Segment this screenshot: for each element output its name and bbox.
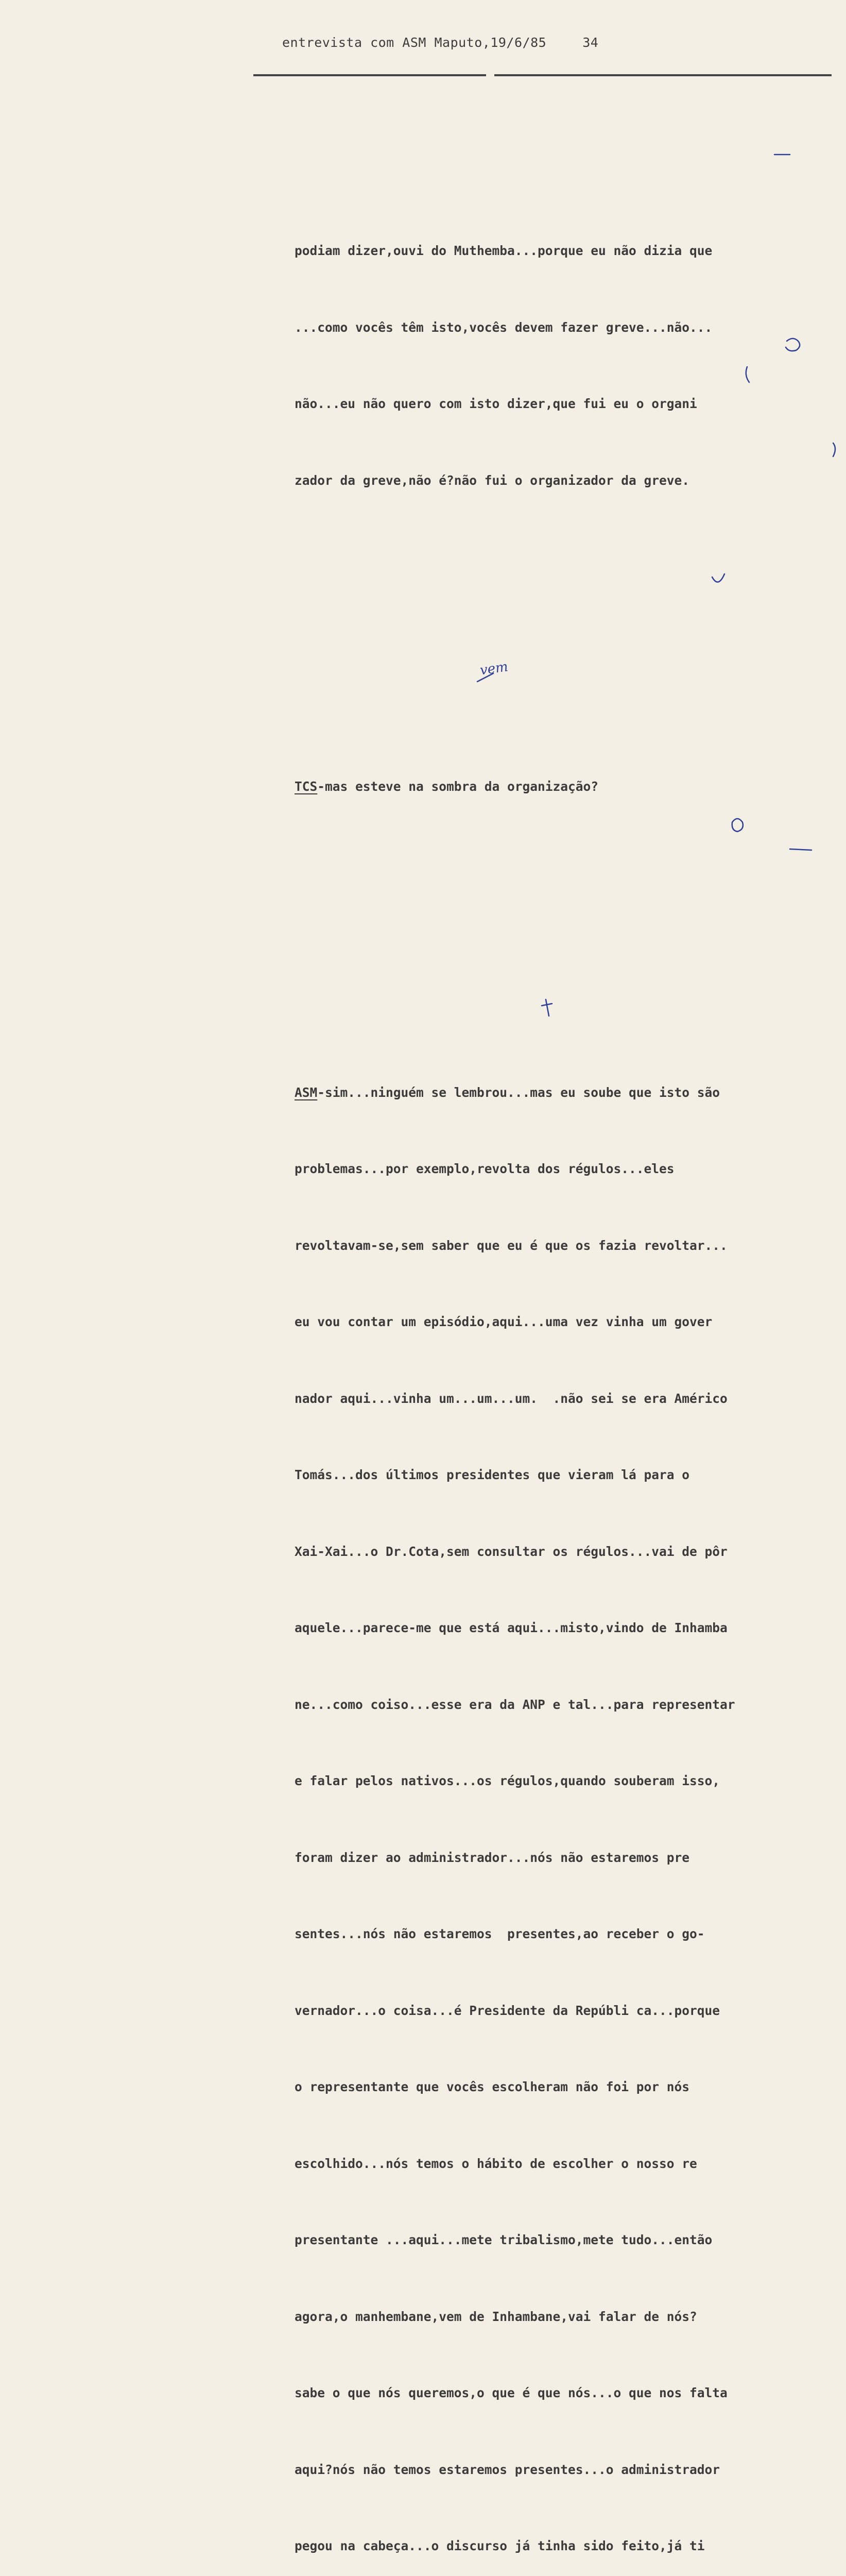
text-line: Xai-Xai...o Dr.Cota,sem consultar os régulos...vai de pôr xyxy=(295,1539,830,1565)
text-line xyxy=(295,774,830,800)
text-line: escolhido...nós temos o hábito de escolher o nosso re xyxy=(295,2151,830,2177)
text-line: revoltavam-se,sem saber que eu é que os fazia revoltar... xyxy=(295,1233,830,1259)
text-line: zador da greve,não é?não fui o organizador da greve. xyxy=(295,468,830,494)
text-line: aquele...parece-me que está aqui...misto,vindo de Inhamba xyxy=(295,1615,830,1641)
speaker-label: TCS xyxy=(295,779,317,794)
text-line: Tomás...dos últimos presidentes que vieram lá para o xyxy=(295,1462,830,1488)
text-line: e falar pelos nativos...os régulos,quando souberam isso, xyxy=(295,1768,830,1794)
text-line: foram dizer ao administrador...nós não estaremos pre xyxy=(295,1845,830,1871)
text-line: podiam dizer,ouvi do Muthemba...porque eu não dizia que xyxy=(295,238,830,264)
text-line: sentes...nós não estaremos presentes,ao receber o go- xyxy=(295,1921,830,1947)
transcript-block xyxy=(295,723,830,851)
transcript-block xyxy=(295,187,830,544)
header-title: entrevista com ASM Maputo,19/6/85 xyxy=(282,35,546,50)
header-rule-right xyxy=(494,74,832,76)
page-number: 34 xyxy=(582,35,598,50)
text-line: ...como vocês têm isto,vocês devem fazer greve...não... xyxy=(295,315,830,341)
transcript-body xyxy=(295,85,830,2576)
document-page xyxy=(0,0,846,1206)
text-line: sabe o que nós queremos,o que é que nós...o que nos falta xyxy=(295,2380,830,2406)
page-header xyxy=(282,35,598,50)
speaker-label: ASM xyxy=(295,1085,317,1100)
handwritten-correction: vem xyxy=(479,659,509,678)
pen-tick-mark xyxy=(833,443,835,456)
header-rule-left xyxy=(253,74,486,76)
text-line: o representante que vocês escolheram não foi por nós xyxy=(295,2074,830,2100)
text-line: aqui?nós não temos estaremos presentes...o administrador xyxy=(295,2457,830,2483)
text-line: presentante ...aqui...mete tribalismo,mete tudo...então xyxy=(295,2227,830,2253)
text-line: pegou na cabeça...o discurso já tinha sido feito,já ti xyxy=(295,2533,830,2559)
text-line: ne...como coiso...esse era da ANP e tal...para representar xyxy=(295,1692,830,1718)
text-line: não...eu não quero com isto dizer,que fui eu o organi xyxy=(295,391,830,417)
text-line-content: -sim...ninguém se lembrou...mas eu soube que isto são xyxy=(317,1085,720,1100)
text-line xyxy=(295,1080,830,1106)
text-line-content: -mas esteve na sombra da organização? xyxy=(317,779,598,794)
transcript-block xyxy=(295,1029,830,2576)
text-line: nador aqui...vinha um...um...um. .não sei se era Américo xyxy=(295,1386,830,1412)
text-line: problemas...por exemplo,revolta dos régulos...eles xyxy=(295,1156,830,1182)
text-line: agora,o manhembane,vem de Inhambane,vai falar de nós? xyxy=(295,2304,830,2330)
text-line: eu vou contar um episódio,aqui...uma vez vinha um gover xyxy=(295,1309,830,1335)
text-line: vernador...o coisa...é Presidente da Repúbli ca...porque xyxy=(295,1998,830,2024)
